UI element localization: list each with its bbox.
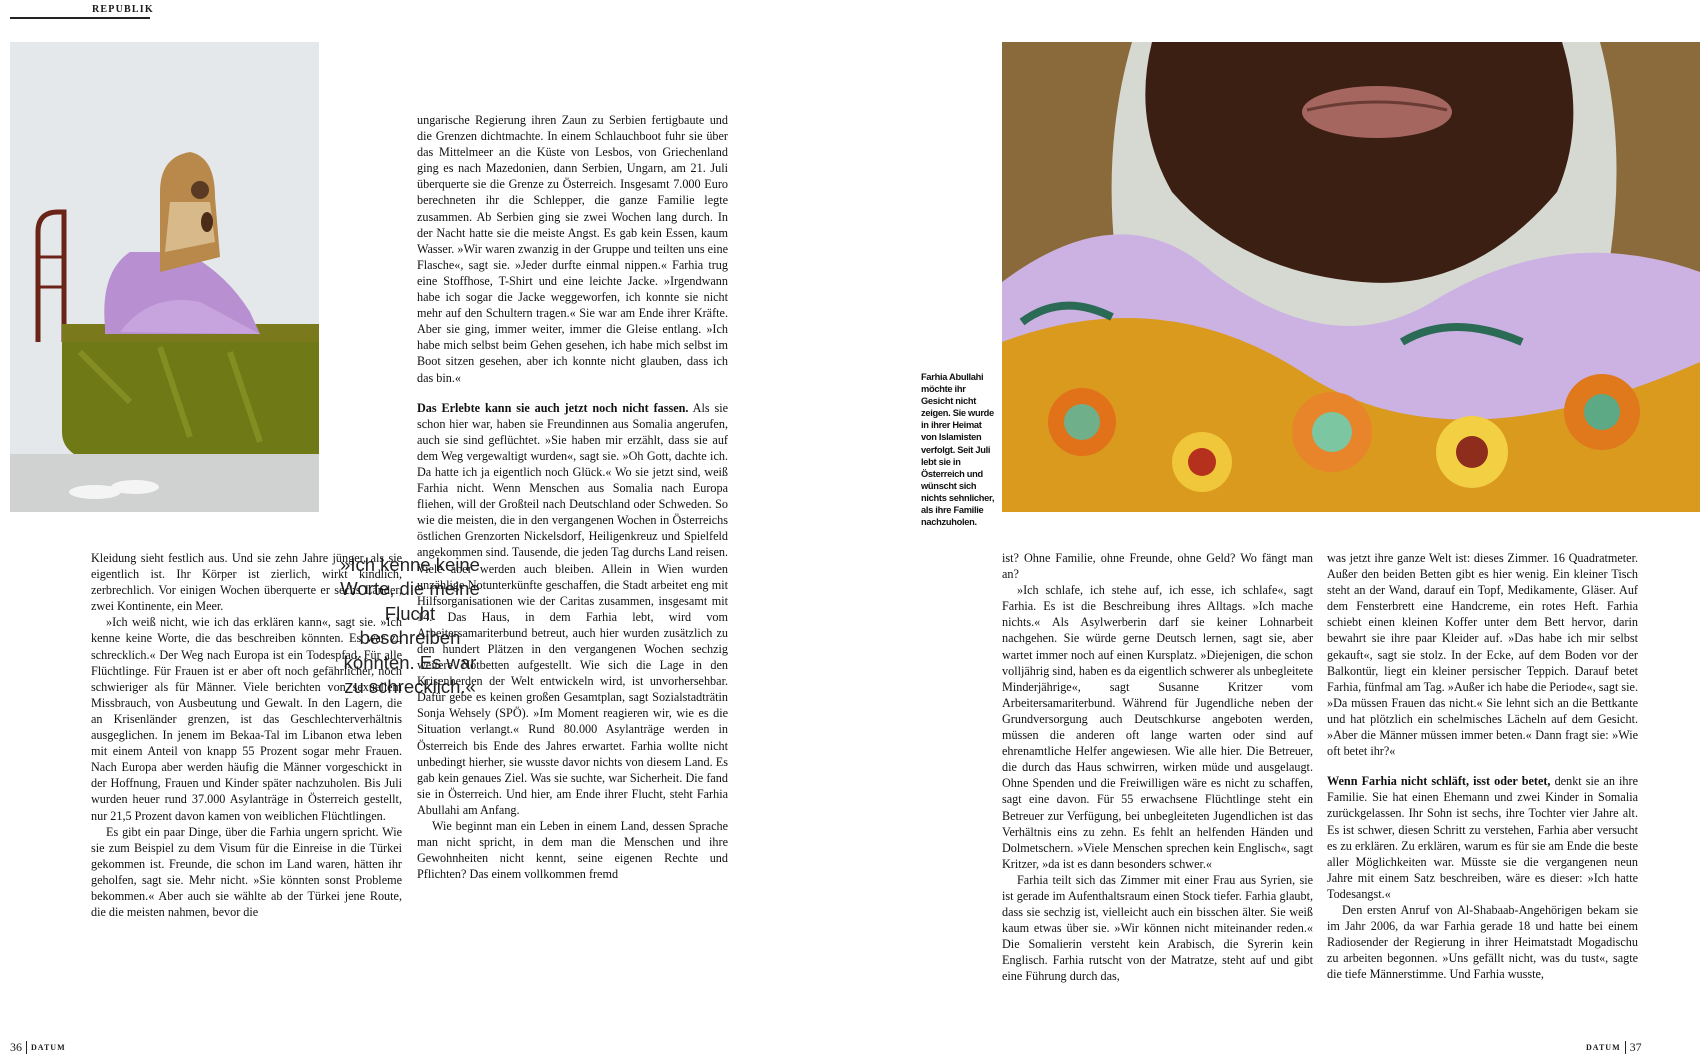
paragraph: Wie beginnt man ein Leben in einem Land, dessen Sprache man nicht spricht, in dem man die Menschen und ihre Gewohnheiten nicht kennt, seine eigenen Rechte und Pflichten? Das einem vollkommen fremd bbox=[417, 819, 728, 882]
article-column-4 bbox=[1327, 550, 1638, 982]
paragraph: Es gibt ein paar Dinge, über die Farhia ungern spricht. Wie sie zum Beispiel zu dem Visum für die Einreise in die Türkei gekommen ist. Freunde, die schon im Land waren, hätten ihr geholfen, sagt sie. Mehr nicht. »Sie könnten sonst Probleme bekommen.« Aber auch sie wählte ab der Türkei jene Route, die die meisten nahmen, bevor die bbox=[91, 824, 402, 920]
paragraph: was jetzt ihre ganze Welt ist: dieses Zimmer. 16 Quadratmeter. Außer den beiden Betten gibt es hier wenig. Ein kleiner Tisch steht an der Wand, darauf ein Topf, Medikamente, Gläser. Auf dem Fensterbrett eine Handcreme, ein rotes Heft. Farhia schiebt einen kleinen Koffer unter dem Bett hervor, darin bewahrt sie ihre paar Kleider auf. »Das habe ich mir selbst gekauft«, sagt sie stolz. In der Ecke, auf dem Boden vor der Balkontür, liegt ein kleiner persischer Teppich. Darauf betet Farhia, fünfmal am Tag. »Außer ich habe die Periode«, sagt sie. »Da müssen Frauen das nicht.« Sie lehnt sich an die Bettkante und hat plötzlich ein schelmisches Lächeln auf dem Gesicht. »Aber die Männer müssen immer beten.« Dann fragt sie: »Wie oft betet ihr?« bbox=[1327, 551, 1638, 759]
section-label: REPUBLIK bbox=[92, 4, 154, 15]
paragraph: Kleidung sieht festlich aus. Und sie zehn Jahre jünger, als sie eigentlich ist. Ihr Körper ist zierlich, wirkt kindlich, zerbrechlich. Vor einigen Wochen überquerte er sechs Länder, zwei Kontinente, ein Meer. bbox=[91, 551, 402, 614]
paragraph: »Ich weiß nicht, wie ich das erklären kann«, sagt sie. »Ich kenne keine Worte, die das beschreiben könnten. Es war zu schrecklich.« Der Weg nach Europa ist ein Todespfad. Für alle Flüchtlinge. Für Frauen ist er aber oft noch gefährlicher, noch schwieriger als für Männer. Viele berichten von sexuellem Missbrauch, von Ausbeutung und Gewalt. In den Lagern, die an Krisenländer grenzen, ist das Geschlechterverhältnis ausgeglichen. In jenem im Bekaa-Tal im Libanon etwa leben mit einem Anteil von knapp 55 Prozent sogar mehr Frauen. Nach Europa aber werden häufig die Männer vorgeschickt in der Hoffnung, Frauen und Kinder später nachzuholen. Bis Juli wurden heuer rund 37.000 Asylanträge in Österreich gestellt, nur 21,5 Prozent davon kamen von weiblichen Flüchtlingen. bbox=[91, 615, 402, 823]
article-column-1 bbox=[91, 550, 402, 920]
paragraph: Den ersten Anruf von Al-Shabaab-Angehörigen bekam sie im Jahr 2006, da war Farhia gerade 18 und hatte bei einem Radiosender der Regierung in ihrer Heimatstadt Mogadischu zu arbeiten begonnen. »Uns gefällt nicht, was du tust«, sagte die tiefe Männerstimme. Und Farhia wusste, bbox=[1327, 902, 1638, 982]
paragraph-text: Als sie schon hier war, haben sie Freundinnen aus Somalia angerufen, auch sie sind geflüchtet. »Sie haben mir erzählt, dass sie auf dem Weg vergewaltigt wurden«, sagt sie. »Oh Gott, dachte ich. Da hatte ich ja eigentlich noch Glück.« Wo sie jetzt sind, weiß Farhia nicht. Wenn Menschen aus Somalia nach Europa fliehen, will der Großteil nach Deutschland oder Schweden. So wie die meisten, die in den vergangenen Wochen in Österreichs östlichen Grenzorten Nickelsdorf, Heiligenkreuz und Spielfeld angekommen sind. Tausende, die jeden Tag durchs Land reisen. Viele aber werden auch bleiben. Allein in Wien wurden unzählige Notunterkünfte geschaffen, die Stadt arbeitet eng mit Hilfsorganisationen wie der Caritas zusammen, insgesamt mit 14. Das Haus, in dem Farhia lebt, wird vom Arbeitersamariterbund betreut, auch hier wurden zusätzlich zu den hundert Plätzen in den vergangenen Wochen sechzig weitere Notbetten aufgestellt. Wie sich die Lage in den Krisenherden der Welt entwickeln wird, ist unvorhersehbar. Dafür gebe es keinen großen Gesamtplan, sagt Sozialstadträtin Sonja Wehsely (SPÖ). »Im Moment reagieren wir, wie es die Situation verlangt.« Rund 80.000 Asylanträge werden in Österreich bis Ende des Jahres erwartet. Farhia wollte nicht unbedingt hierher, sie wusste davor nichts von diesem Land. Es gab kein genaues Ziel. Was sie suchte, war Sicherheit. Die fand sie in Österreich. Und hier, am Ende ihrer Flucht, steht Farhia Abullahi am Anfang. bbox=[417, 400, 728, 817]
photo-caption: Farhia Abullahi möchte ihr Gesicht nicht zeigen. Sie wurde in ihrer Heimat von Islamisten verfolgt. Seit Juli lebt sie in Österreich und wünscht sich nichts sehnlicher, als ihre Familie nachzuholen. bbox=[921, 372, 995, 528]
paragraph-lead: Das Erlebte kann sie auch jetzt noch nicht fassen. bbox=[417, 400, 689, 415]
paragraph-lead: Wenn Farhia nicht schläft, isst oder betet, bbox=[1327, 774, 1551, 789]
magazine-name: DATUM bbox=[1586, 1043, 1621, 1052]
folio-right bbox=[1586, 1040, 1642, 1055]
paragraph: Farhia teilt sich das Zimmer mit einer Frau aus Syrien, sie ist gerade im Aufenthaltsraum einen Stock tiefer. Farhia glaubt, dass sie sechzig ist, vielleicht auch ein bisschen älter. Sie weiß kaum etwas über sie. »Wir können nicht miteinander reden.« Die Somalierin versteht kein Arabisch, die Syrerin kein Englisch. Farhia rutscht von der Matratze, steht auf und gibt eine Führung durch das, bbox=[1002, 872, 1313, 984]
paragraph bbox=[1327, 773, 1638, 902]
article-column-3 bbox=[1002, 550, 1313, 985]
folio-left bbox=[10, 1040, 66, 1055]
paragraph: ungarische Regierung ihren Zaun zu Serbien fertigbaute und die Grenzen dichtmachte. In einem Schlauchboot fuhr sie über das Mittelmeer an die Küste von Lesbos, von Griechenland ging es nach Mazedonien, dann Serbien, Ungarn, am 21. Juli überquerte sie die Grenze zu Österreich. Insgesamt 7.000 Euro berechneten ihr die Schlepper, die ganze Familie legte zusammen. Ab Serbien ging sie zwei Wochen lang durch. In der Nacht hatte sie die meiste Angst. Es gab kein Essen, kaum Wasser. »Wir waren zwanzig in der Gruppe und teilten uns eine Flasche«, sagt sie. »Jeder durfte einmal nippen.« Farhia trug eine Stoffhose, T-Shirt und eine leichte Jacke. »Irgendwann habe ich sogar die Jacke weggeworfen, ich konnte sie nicht mehr auf den Schultern tragen.« Sie war am Ende ihrer Kräfte. Aber sie ging, immer weiter, immer die Gleise entlang. »Ich habe mich selbst beim Gehen gesehen, ich habe mich selbst im Boot sitzen gesehen, aber ich konnte nicht glauben, dass ich das bin.« bbox=[417, 113, 728, 385]
left-photo bbox=[10, 42, 319, 512]
paragraph: »Ich schlafe, ich stehe auf, ich esse, ich schlafe«, sagt Farhia. Es ist die Beschreibung ihres Alltags. »Ich mache nichts.« Als Asylwerberin darf sie keiner Lohnarbeit nachgehen. Sie würde gerne Deutsch lernen, sagt sie, aber wartet immer noch auf einen Kursplatz. »Diejenigen, die schon volljährig sind, haben es da eigentlich schwerer als unbegleitete Minderjährige«, sagt Susanne Kritzer vom Arbeitersamariterbund. Während für Jugendliche neben der Grundversorgung auch Deutschkurse angeboten werden, müssen die anderen oft lange warten oder sind auf ehrenamtliche Helfer angewiesen. Wie alle hier. Die Betreuer, die durch das Haus schwirren, wirken müde und ausgelaugt. Ohne Spenden und die Freiwilligen wäre es nicht zu schaffen, sagt eine davon. Für 55 erwachsene Flüchtlinge steht ein Betreuer zur Verfügung, bei unbegleiteten Jugendlichen ist das Verhältnis eins zu zehn. Es fehlt an helfenden Händen und Dolmetschern. »Viele Menschen sprechen kein Englisch«, sagt Kritzer, »da ist es dann besonders schwer.« bbox=[1002, 583, 1314, 871]
page-number-left: 36 bbox=[10, 1040, 22, 1054]
magazine-name: DATUM bbox=[31, 1043, 66, 1052]
pull-quote: »Ich kenne keine Worte, die meine Flucht beschreiben könnten. Es war zu schrecklich.« bbox=[340, 554, 480, 698]
right-photo bbox=[1002, 42, 1700, 512]
folio-divider bbox=[26, 1041, 27, 1054]
article-column-2 bbox=[417, 112, 728, 882]
folio-divider bbox=[1625, 1041, 1626, 1054]
page-number-right: 37 bbox=[1629, 1040, 1642, 1054]
header-rule bbox=[10, 17, 150, 19]
paragraph-text: denkt sie an ihre Familie. Sie hat einen Ehemann und zwei Kinder in Somalia zurückgelassen. Ihr Sohn ist sechs, ihre Tochter vier Jahre alt. Es ist schwer, diesen Schritt zu verstehen, Farhia aber versucht es zu erklären. Zu erklären, warum es für sie am Ende die beste aller Möglichkeiten war. Müsste sie die vergangenen neun Jahre mit einem Satz beschreiben, wäre es dieser: »Ich hatte Todesangst.« bbox=[1327, 774, 1638, 901]
paragraph: ist? Ohne Familie, ohne Freunde, ohne Geld? Wo fängt man an? bbox=[1002, 551, 1313, 582]
